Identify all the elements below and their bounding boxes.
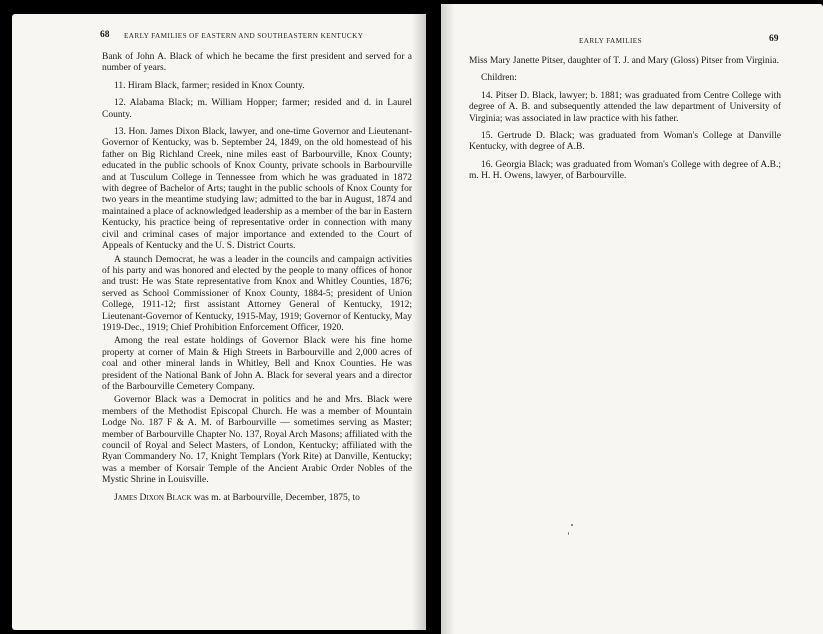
- paragraph: A staunch Democrat, he was a leader in the councils and campaign activities of his party and was honored and elected by the people to many offices of honor and trust: He was State representative from Knox and Whitley Counties, 1876; served as School Commissioner of Knox County, 1884-5; president of Union College, 1911-12; first assistant Attorney General of Kentucky, 1912; Lieutenant-Governor of Kentucky, 1915-May, 1919; Governor of Kentucky, May 1919-Dec., 1919; Chief Prohibition Enforcement Officer, 1920.: [102, 254, 412, 333]
- paragraph: Among the real estate holdings of Governor Black were his fine home property at corner of Main & High Streets in Barbourville and 2,000 acres of coal and other mineral lands in Whitley, Bell and Knox Counties. He was president of the National Bank of John A. Black for several years and a director of the Barbourville Cemetery Company.: [102, 336, 412, 392]
- paragraph: Governor Black was a Democrat in politics and he and Mrs. Black were members of the Methodist Episcopal Church. He was a member of Mountain Lodge No. 187 F & A. M. of Barbourville — sometimes serving as Master; member of Barbourville Chapter No. 137, Royal Arch Masons; affiliated with the council of Royal and Select Masters, of London, Kentucky; affiliated with the Ryan Commandery No. 17, Knight Templars (York Rite) at Danville, Kentucky; was a member of Korsair Temple of the Ancient Arabic Order Nobles of the Mystic Shrine in Louisville.: [102, 395, 412, 486]
- paragraph: 11. Hiram Black, farmer; resided in Knox County.: [114, 80, 305, 91]
- gutter-shadow: [412, 14, 426, 630]
- left-page: [12, 14, 426, 630]
- paragraph: Miss Mary Janette Pitser, daughter of T. J. and Mary (Gloss) Pitser from Virginia.: [469, 56, 779, 66]
- page-number: 68: [100, 30, 110, 40]
- page-number: 69: [769, 34, 779, 44]
- left-page-text: [102, 52, 412, 510]
- right-page: [441, 4, 823, 634]
- paragraph: 13. Hon. James Dixon Black, lawyer, and one-time Governor and Lieutenant-Governor of Kentucky, was b. September 24, 1849, on the old homestead of his father on Big Richland Creek, nine miles east of Barbourville, Knox County; educated in the public schools of Knox County, private schools in Barbourville and at Tusculum College in Tennessee from which he was graduated in 1872 with degree of Bachelor of Arts; taught in the public schools of Knox County for two years in the meantime studying law; admitted to the bar in August, 1874 and maintained a place of acknowledged leadership as a member of the bar in Eastern Kentucky, his practice being of representative order in connection with many civil and criminal cases of major importance and extended to the Court of Appeals of Kentucky and the U. S. District Courts.: [102, 127, 412, 252]
- paragraph: 16. Georgia Black; was graduated from Woman's College with degree of A.B.; m. H. H. Owens, lawyer, of Barbourville.: [469, 159, 781, 182]
- paragraph: 14. Pitser D. Black, lawyer; b. 1881; was graduated from Centre College with degree of A. B. and subsequently attended the law department of University of Virginia; was associated in law practice with his father.: [469, 90, 781, 124]
- right-page-text: [469, 56, 781, 189]
- paragraph: 15. Gertrude D. Black; was graduated from Woman's College at Danville Kentucky, with degree of A.B.: [469, 131, 781, 153]
- paper-speck: [568, 532, 569, 535]
- paragraph: Bank of John A. Black of which he became the first president and served for a number of years.: [102, 52, 412, 74]
- children-heading: Children:: [481, 73, 517, 84]
- paper-speck: [571, 524, 573, 526]
- paragraph-tail: was m. at Barbourville, December, 1875, to: [191, 492, 360, 503]
- paragraph: 12. Alabama Black; m. William Hopper; farmer; resided and d. in Laurel County.: [102, 98, 412, 120]
- paragraph-continued: [102, 493, 412, 504]
- name-smallcaps: James Dixon Black: [114, 492, 192, 503]
- running-head: EARLY FAMILIES: [579, 37, 642, 45]
- running-head: EARLY FAMILIES OF EASTERN AND SOUTHEASTERN KENTUCKY: [124, 32, 364, 40]
- gutter-shadow: [441, 4, 455, 634]
